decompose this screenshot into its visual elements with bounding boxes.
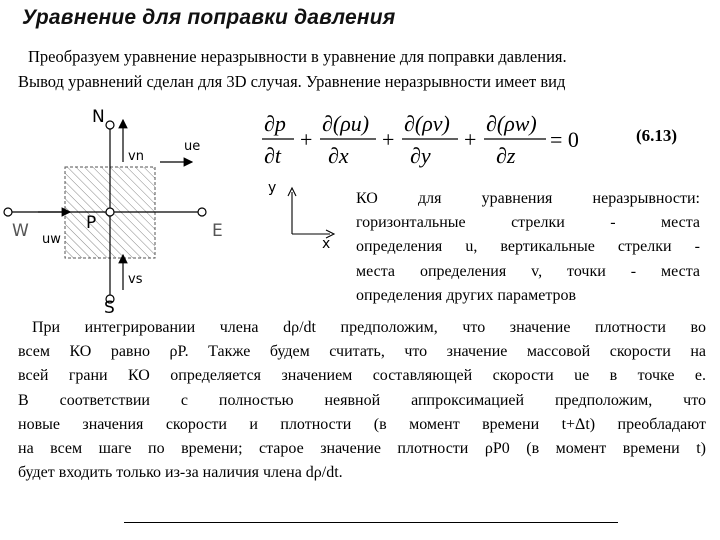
label-s: S [104,298,115,315]
intro-line: Вывод уравнений сделан для 3D случая. Уравнение неразрывности имеет вид [18,72,566,91]
svg-text:= 0: = 0 [550,127,579,152]
body-line: на всем шаге по времени; старое значение плотности ρP0 (в момент времени t) [18,440,706,458]
slide-title: Уравнение для поправки давления [22,6,396,29]
node-w [4,208,12,216]
footer-rule [124,522,618,523]
body-paragraph [18,316,706,485]
label-p: P [86,213,97,233]
label-vn: vn [128,149,144,164]
svg-text:∂t: ∂t [264,143,281,168]
intro-paragraph [18,44,708,94]
intro-line: Преобразуем уравнение неразрывности в уравнение для поправки давления. [28,47,567,66]
body-line: новые значения скорости и плотности (в момент времени t+Δt) преобладают [18,415,706,433]
label-ue: ue [184,139,201,154]
svg-text:+: + [464,127,477,152]
body-line: всем КО равно ρP. Также будем считать, что значение массовой скорости на [18,343,706,361]
equation-number: (6.13) [636,126,678,145]
body-line: При интегрировании члена dρ/dt предположим, что значение плотности во [32,319,706,336]
body-line: будет входить только из-за наличия члена dρ/dt. [18,464,343,482]
body-line: всей грани КО определяется значением составляющей скорости ue в точке e. [18,367,706,385]
coordinate-axes [262,178,342,248]
svg-text:∂x: ∂x [328,143,349,168]
svg-text:∂z: ∂z [496,143,516,168]
label-n: N [92,107,105,127]
body-line: В соответствии с полностью неявной аппроксимацией предположим, что [18,391,706,409]
svg-text:∂p: ∂p [264,111,286,136]
svg-text:∂(ρv): ∂(ρv) [404,111,450,136]
axis-x-label: x [322,236,331,248]
label-w: W [12,221,29,241]
label-vs: vs [128,272,143,287]
axis-y-label: y [268,180,277,196]
svg-text:∂(ρw): ∂(ρw) [486,111,537,136]
svg-text:∂y: ∂y [410,143,431,168]
ko-line: места определения v, точки - места [356,262,700,280]
ko-line: горизонтальные стрелки - места [356,214,700,232]
node-p [106,208,114,216]
continuity-equation [258,106,598,172]
control-volume-diagram [0,100,250,315]
ko-line: КО для уравнения неразрывности: [356,190,700,207]
node-n [106,121,114,129]
svg-text:∂(ρu): ∂(ρu) [322,111,370,136]
label-e: E [212,221,223,241]
node-e [198,208,206,216]
svg-text:+: + [300,127,313,152]
ko-line: определения u, вертикальные стрелки - [356,238,700,256]
ko-description [356,187,700,308]
label-uw: uw [42,232,61,247]
ko-line: определения других параметров [356,286,577,304]
svg-text:+: + [382,127,395,152]
